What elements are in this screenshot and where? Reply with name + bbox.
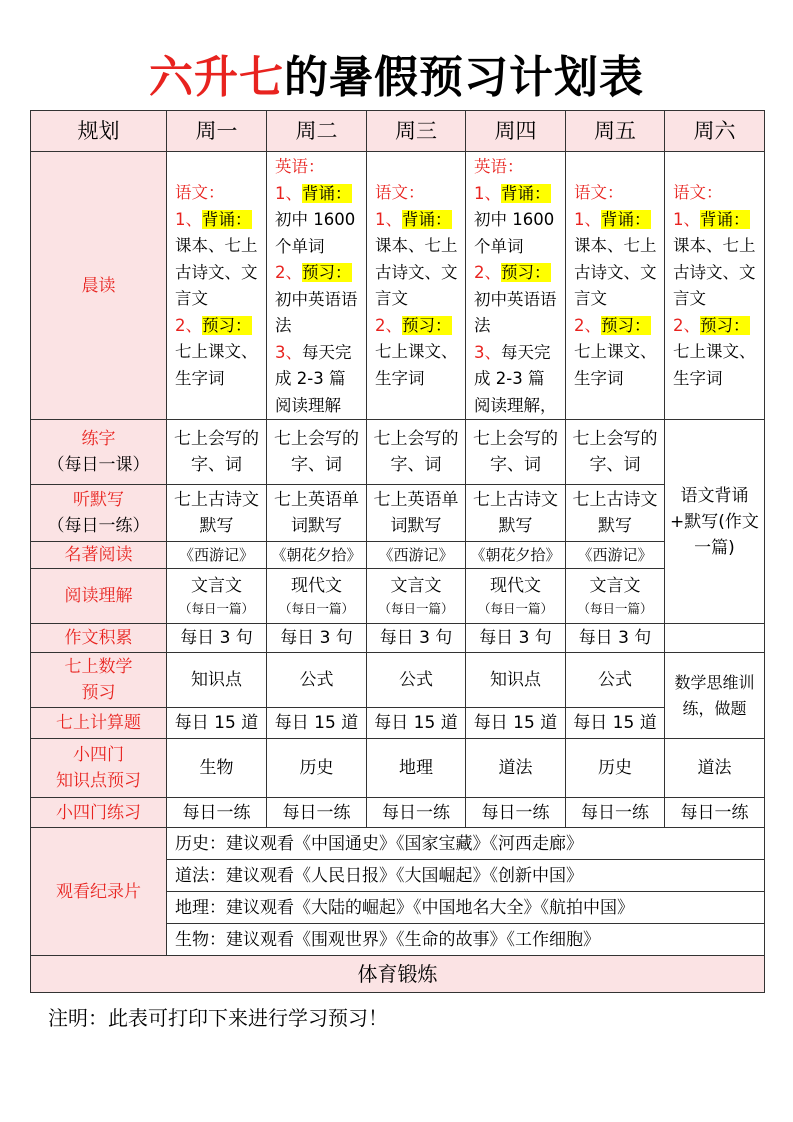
header-cell: 周三 xyxy=(367,111,466,152)
cell: 七上会写的字、词 xyxy=(566,420,665,485)
header-cell: 周五 xyxy=(566,111,665,152)
cell: 生物 xyxy=(167,739,267,798)
table-row xyxy=(31,624,765,653)
header-cell: 周二 xyxy=(267,111,367,152)
cell: 公式 xyxy=(367,653,466,708)
cell: 《西游记》 xyxy=(167,542,267,569)
documentary-line: 地理：建议观看《大陆的崛起》《中国地名大全》《航拍中国》 xyxy=(167,892,765,924)
cell: 七上英语单词默写 xyxy=(267,485,367,542)
pe-row: 体育锻炼 xyxy=(31,956,765,993)
cell: 每日一练 xyxy=(665,798,765,828)
header-cell: 周一 xyxy=(167,111,267,152)
documentary-line: 道法：建议观看《人民日报》《大国崛起》《创新中国》 xyxy=(167,860,765,892)
cell: 《朝花夕拾》 xyxy=(267,542,367,569)
cell: 每日 15 道 xyxy=(167,708,267,739)
morning-cell-chinese: 语文： 1、背诵： 课本、七上古诗文、文言文 2、预习： 七上课文、生字词 xyxy=(167,152,267,420)
cell: 文言文 （每日一篇） xyxy=(167,569,267,624)
cell: 每日一练 xyxy=(367,798,466,828)
title-rest: 的暑假预习计划表 xyxy=(284,52,644,103)
row-label: 小四门练习 xyxy=(31,798,167,828)
documentary-line: 历史：建议观看《中国通史》《国家宝藏》《河西走廊》 xyxy=(167,828,765,860)
cell: 知识点 xyxy=(167,653,267,708)
cell: 每日一练 xyxy=(167,798,267,828)
cell: 现代文 （每日一篇） xyxy=(267,569,367,624)
cell: 七上英语单词默写 xyxy=(367,485,466,542)
cell: 道法 xyxy=(665,739,765,798)
cell: 每日一练 xyxy=(566,798,665,828)
table-row xyxy=(31,828,765,860)
cell: 七上会写的字、词 xyxy=(267,420,367,485)
row-label: 七上数学 预习 xyxy=(31,653,167,708)
morning-cell-chinese: 语文： 1、背诵： 课本、七上古诗文、文言文 2、预习： 七上课文、生字词 xyxy=(367,152,466,420)
cell: 历史 xyxy=(267,739,367,798)
cell: 《西游记》 xyxy=(367,542,466,569)
header-cell: 规划 xyxy=(31,111,167,152)
cell: 七上会写的字、词 xyxy=(167,420,267,485)
cell: 公式 xyxy=(566,653,665,708)
row-label: 七上计算题 xyxy=(31,708,167,739)
cell: 知识点 xyxy=(466,653,566,708)
morning-cell-chinese: 语文： 1、背诵： 课本、七上古诗文、文言文 2、预习： 七上课文、生字词 xyxy=(566,152,665,420)
cell: 公式 xyxy=(267,653,367,708)
row-label: 听默写 （每日一练） xyxy=(31,485,167,542)
cell: 每日 3 句 xyxy=(367,624,466,653)
cell: 每日 15 道 xyxy=(566,708,665,739)
cell: 《西游记》 xyxy=(566,542,665,569)
table-row xyxy=(31,708,765,739)
cell: 每日 3 句 xyxy=(566,624,665,653)
cell: 历史 xyxy=(566,739,665,798)
cell: 七上会写的字、词 xyxy=(367,420,466,485)
cell: 现代文 （每日一篇） xyxy=(466,569,566,624)
documentary-line: 生物：建议观看《围观世界》《生命的故事》《工作细胞》 xyxy=(167,924,765,956)
title-highlight: 六升七 xyxy=(149,52,284,103)
row-label: 小四门 知识点预习 xyxy=(31,739,167,798)
cell: 文言文 （每日一篇） xyxy=(367,569,466,624)
cell: 道法 xyxy=(466,739,566,798)
table-row xyxy=(31,420,765,485)
footer-note: 注明：此表可打印下来进行学习预习！ xyxy=(48,1006,388,1030)
study-plan-table xyxy=(30,110,765,993)
cell: 七上古诗文默写 xyxy=(167,485,267,542)
header-cell: 周六 xyxy=(665,111,765,152)
cell-empty xyxy=(665,624,765,653)
row-label: 观看纪录片 xyxy=(31,828,167,956)
table-row xyxy=(31,956,765,993)
row-label: 晨读 xyxy=(31,152,167,420)
table-row xyxy=(31,542,765,569)
row-label: 名著阅读 xyxy=(31,542,167,569)
header-cell: 周四 xyxy=(466,111,566,152)
table-row xyxy=(31,798,765,828)
table-row xyxy=(31,485,765,542)
row-label: 作文积累 xyxy=(31,624,167,653)
cell: 每日一练 xyxy=(267,798,367,828)
saturday-math-cell: 数学思维训练，做题 xyxy=(665,653,765,739)
table-row xyxy=(31,152,765,420)
morning-cell-english: 英语： 1、背诵： 初中 1600 个单词 2、预习： 初中英语语法 3、每天完成 2-3 篇阅读理解， xyxy=(466,152,566,420)
cell: 七上会写的字、词 xyxy=(466,420,566,485)
saturday-chinese-cell: 语文背诵+默写(作文一篇) xyxy=(665,420,765,624)
cell: 每日 3 句 xyxy=(267,624,367,653)
cell: 每日 3 句 xyxy=(466,624,566,653)
morning-cell-chinese: 语文： 1、背诵： 课本、七上古诗文、文言文 2、预习： 七上课文、生字词 xyxy=(665,152,765,420)
cell: 每日 15 道 xyxy=(466,708,566,739)
table-row xyxy=(31,569,765,624)
row-label: 练字 （每日一课） xyxy=(31,420,167,485)
cell: 地理 xyxy=(367,739,466,798)
cell: 每日 15 道 xyxy=(367,708,466,739)
cell: 文言文 （每日一篇） xyxy=(566,569,665,624)
header-row xyxy=(31,111,765,152)
table-row xyxy=(31,739,765,798)
cell: 《朝花夕拾》 xyxy=(466,542,566,569)
cell: 每日 15 道 xyxy=(267,708,367,739)
cell: 每日一练 xyxy=(466,798,566,828)
row-label: 阅读理解 xyxy=(31,569,167,624)
table-row xyxy=(31,653,765,708)
page-title xyxy=(0,50,793,106)
cell: 每日 3 句 xyxy=(167,624,267,653)
cell: 七上古诗文默写 xyxy=(466,485,566,542)
cell: 七上古诗文默写 xyxy=(566,485,665,542)
morning-cell-english: 英语： 1、背诵： 初中 1600 个单词 2、预习： 初中英语语法 3、每天完成 2-3 篇阅读理解 xyxy=(267,152,367,420)
